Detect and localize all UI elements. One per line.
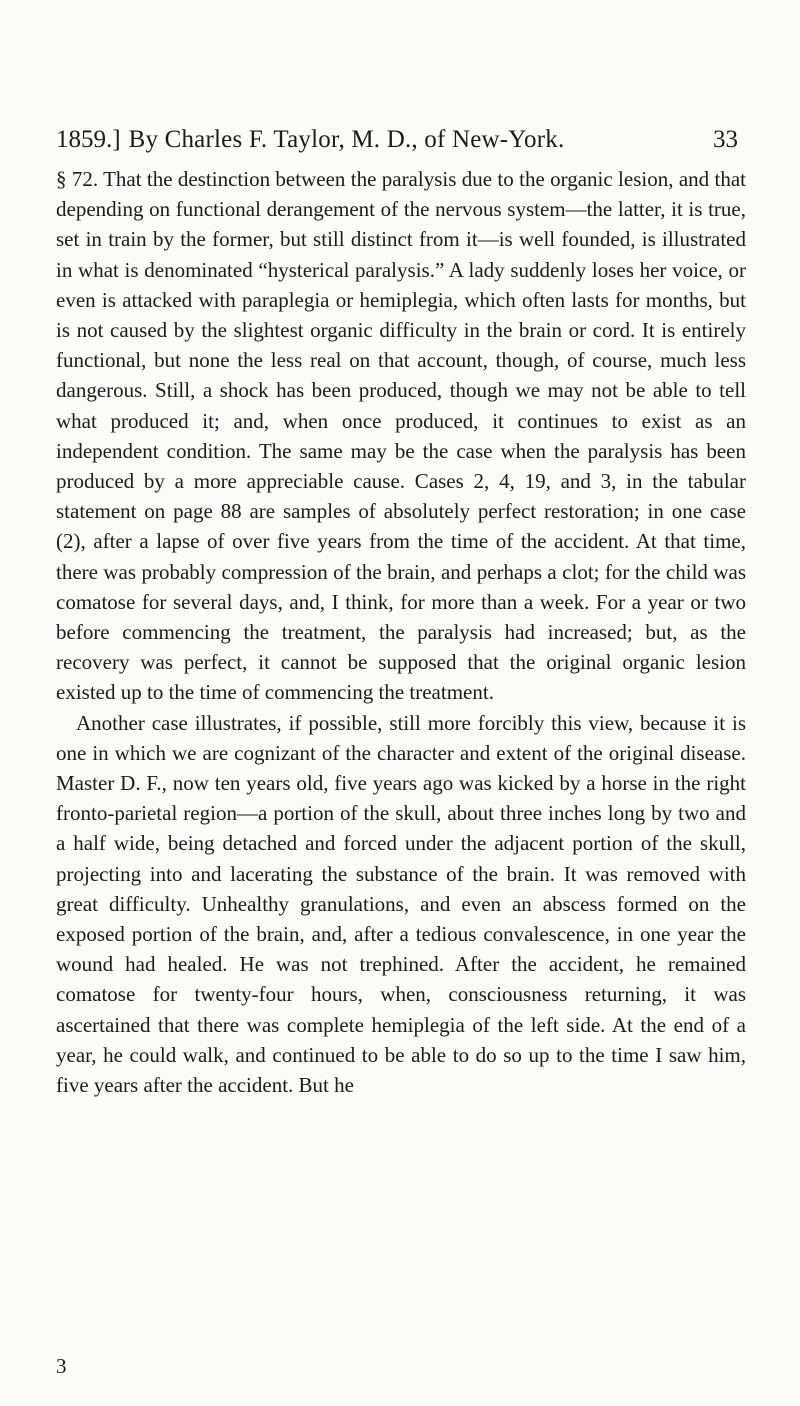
running-head	[56, 120, 746, 160]
signature-mark: 3	[56, 1354, 67, 1378]
page	[56, 120, 746, 1378]
author-line: By Charles F. Taylor, M. D., of New-York.	[128, 126, 565, 153]
paragraph-2: Another case illustrates, if possible, still more forcibly this view, because it is one in which we are cognizant of the character and extent of the original disease. Master D. F., now ten years old, five years ago was kicked by a horse in the right fronto-parietal region—a portion of the skull, about three inches long by two and a half wide, being detached and forced under the adjacent portion of the skull, projecting into and lacerating the substance of the brain. It was removed with great difficulty. Unhealthy granulations, and even an abscess formed on the exposed portion of the brain, and, after a tedious convalescence, in one year the wound had healed. He was not trephined. After the accident, he remained comatose for twenty-four hours, when, consciousness returning, it was ascertained that there was complete hemiplegia of the left side. At the end of a year, he could walk, and continued to be able to do so up to the time I saw him, five years after the accident. But he	[56, 710, 746, 1098]
page-number: 33	[713, 126, 738, 153]
year-label: 1859.]	[56, 126, 121, 153]
running-head-left	[56, 120, 564, 160]
paragraph-1: § 72. That the destinction between the paralysis due to the organic lesion, and that depending on functional derangement of the nervous system—the latter, it is true, set in train by the former, but still distinct from it—is well founded, is illustrated in what is denominated “hysterical paralysis.” A lady suddenly loses her voice, or even is attacked with paraplegia or hemiplegia, which often lasts for months, but is not caused by the slightest organic difficulty in the brain or cord. It is entirely functional, but none the less real on that account, though, of course, much less dangerous. Still, a shock has been produced, though we may not be able to tell what produced it; and, when once produced, it continues to exist as an independent condition. The same may be the case when the paralysis has been produced by a more appreciable cause. Cases 2, 4, 19, and 3, in the tabular statement on page 88 are samples of absolutely perfect restoration; in one case (2), after a lapse of over five years from the time of the accident. At that time, there was probably compression of the brain, and perhaps a clot; for the child was comatose for several days, and, I think, for more than a week. For a year or two before commencing the treatment, the paralysis had increased; but, as the recovery was perfect, it cannot be supposed that the original organic lesion existed up to the time of commencing the treatment.	[56, 167, 746, 705]
body-text	[56, 164, 746, 1100]
